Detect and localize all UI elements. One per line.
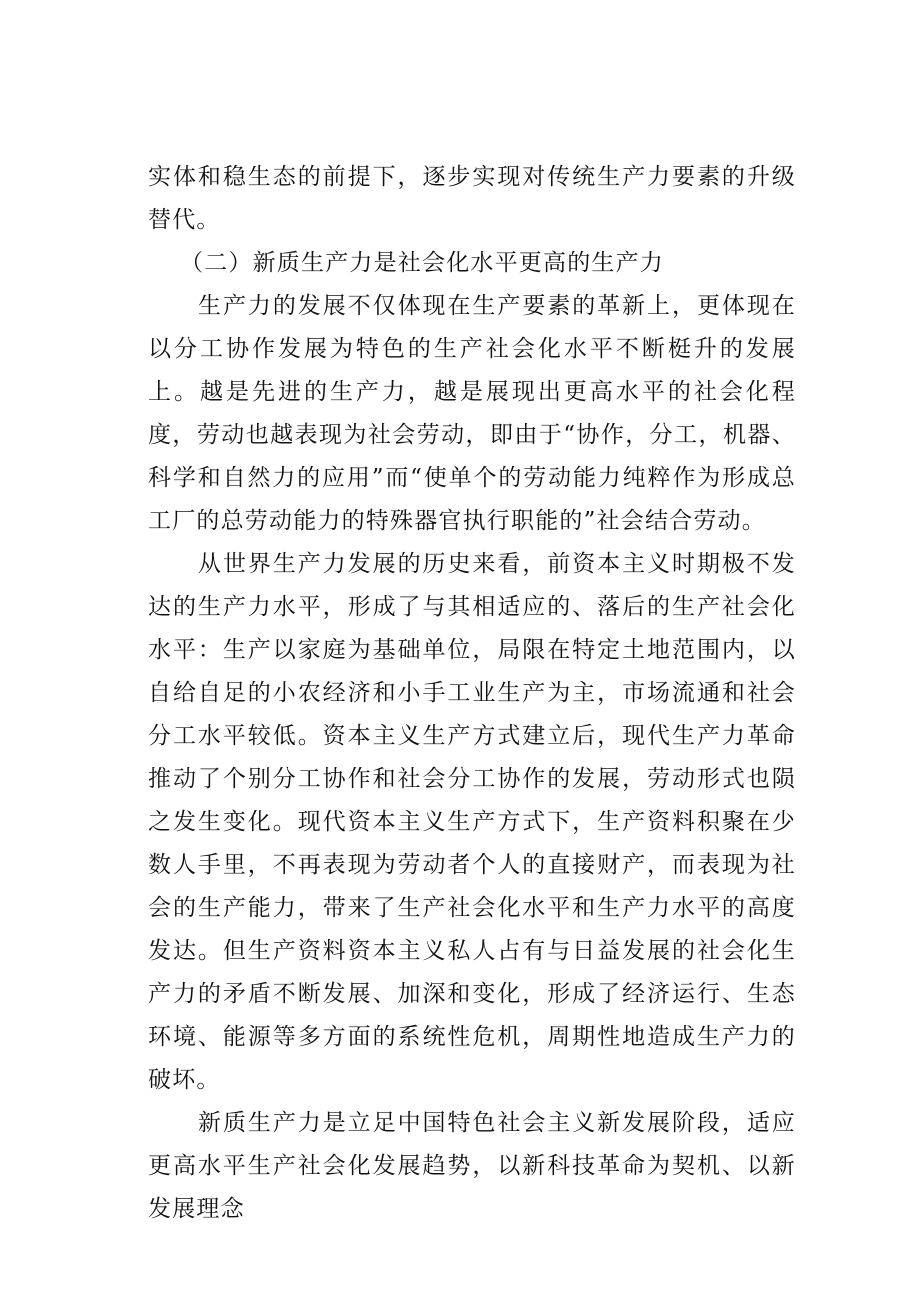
paragraph: 生产力的发展不仅体现在生产要素的革新上，更体现在以分工协作发展为特色的生产社会化水平不断梃升的发展上。越是先进的生产力，越是展现出更高水平的社会化程度，劳动也越表现为社会劳动，即由于“协作，分工，机器、科学和自然力的应用”而“使单个的劳动能力纯粹作为形成总工厂的总劳动能力的特殊器官执行职能的”社会结合劳动。 xyxy=(148,293,796,534)
document-body xyxy=(148,156,796,1231)
paragraph: 从世界生产力发展的历史来看，前资本主义时期极不发达的生产力水平，形成了与其相适应的、落后的生产社会化水平：生产以家庭为基础单位，局限在特定土地范围内，以自给自足的小农经济和小手工业生产为主，市场流通和社会分工水平较低。资本主义生产方式建立后，现代生产力革命推动了个别分工协作和社会分工协作的发展，劳动形式也陨之发生变化。现代资本主义生产方式下，生产资料积聚在少数人手里，不再表现为劳动者个人的直接财产，而表现为社会的生产能力，带来了生产社会化水平和生产力水平的高度发达。但生产资料资本主义私人占有与日益发展的社会化生产力的矛盾不断发展、加深和变化，形成了经济运行、生态环境、能源等多方面的系统性危机，周期性地造成生产力的破坏。 xyxy=(148,551,796,1093)
paragraph-continuation: 实体和稳生态的前提下，逐步实现对传统生产力要素的升级替代。 xyxy=(148,164,796,233)
paragraph: 新质生产力是立足中国特色社会主义新发展阶段，适应更高水平生产社会化发展趋势，以新科技革命为契机、以新发展理念 xyxy=(148,1110,796,1222)
section-heading: （二）新质生产力是社会化水平更高的生产力 xyxy=(180,250,664,276)
